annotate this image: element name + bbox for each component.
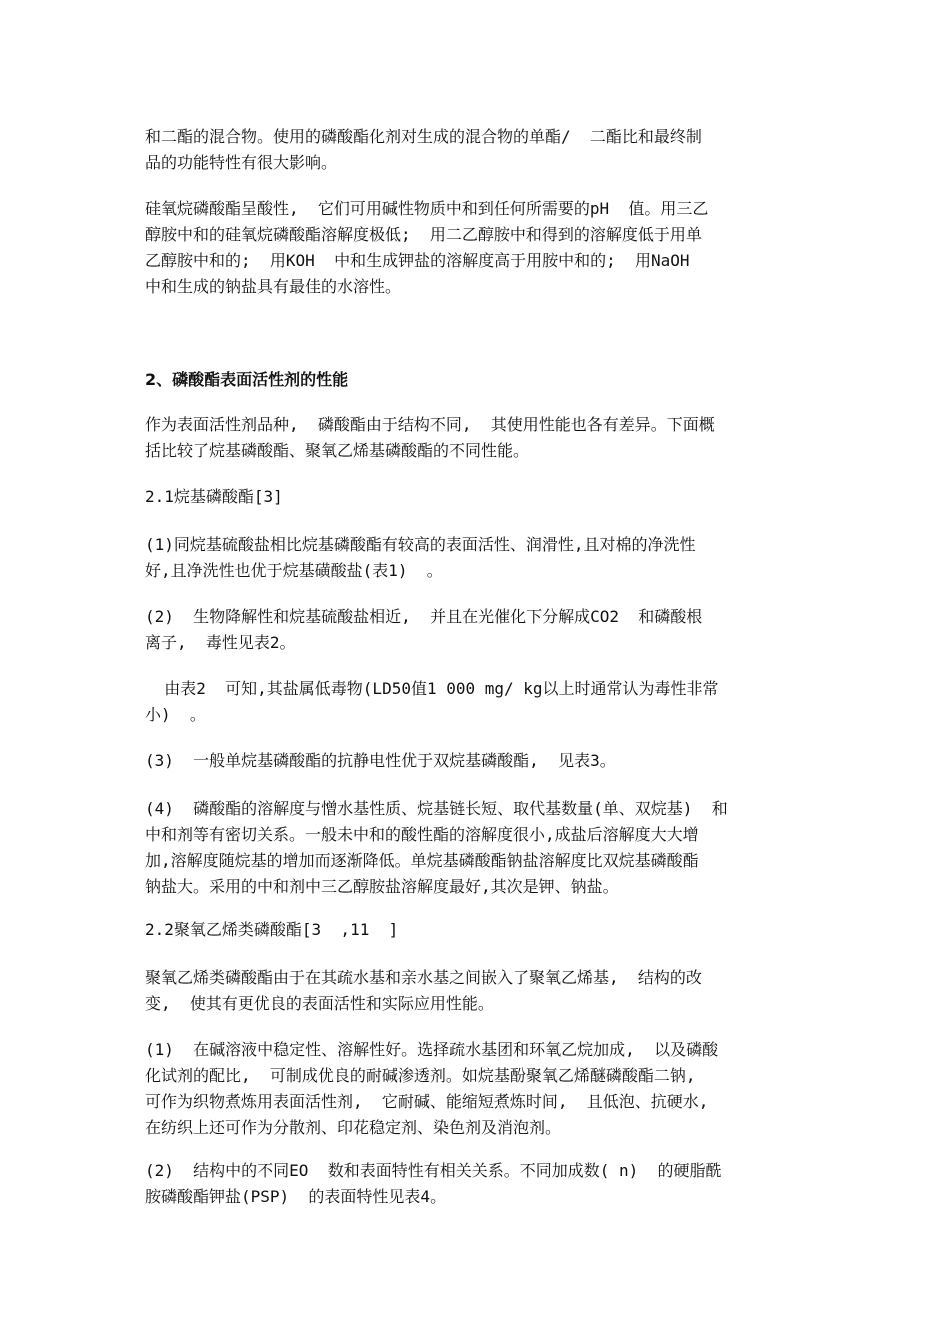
subsection-heading-2-1 [145, 484, 815, 510]
text-line: (1) 在碱溶液中稳定性、溶解性好。选择疏水基团和环氧乙烷加成, 以及磷酸 [145, 1040, 719, 1059]
text-line: (4) 磷酸酯的溶解度与憎水基性质、烷基链长短、取代基数量(单、双烷基) 和 [145, 799, 728, 818]
text-line: 由表2 可知,其盐属低毒物(LD50值1 000 mg/ kg以上时通常认为毒性非常 [145, 679, 719, 698]
paragraph-item-2 [145, 604, 815, 656]
text-line: (2) 结构中的不同EO 数和表面特性有相关关系。不同加成数( n) 的硬脂酰 [145, 1161, 722, 1180]
paragraph-mixture [145, 124, 815, 176]
text-line: 乙醇胺中和的; 用KOH 中和生成钾盐的溶解度高于用胺中和的; 用NaOH [145, 251, 690, 270]
text-line: 中和生成的钠盐具有最佳的水溶性。 [145, 277, 402, 296]
text-line: 硅氧烷磷酸酯呈酸性, 它们可用碱性物质中和到任何所需要的pH 值。用三乙 [145, 199, 709, 218]
heading-text: 2、磷酸酯表面活性剂的性能 [145, 370, 349, 389]
text-line: 在纺织上还可作为分散剂、印花稳定剂、染色剂及消泡剂。 [145, 1118, 562, 1137]
text-line: 聚氧乙烯类磷酸酯由于在其疏水基和亲水基之间嵌入了聚氧乙烯基, 结构的改 [145, 968, 702, 987]
text-line: (1)同烷基硫酸盐相比烷基磷酸酯有较高的表面活性、润滑性,且对棉的净洗性 [145, 535, 696, 554]
text-line: 可作为织物煮炼用表面活性剂, 它耐碱、能缩短煮炼时间, 且低泡、抗硬水, [145, 1092, 709, 1111]
text-line: 中和剂等有密切关系。一般未中和的酸性酯的溶解度很小,成盐后溶解度大大增 [145, 825, 699, 844]
text-line: 作为表面活性剂品种, 磷酸酯由于结构不同, 其使用性能也各有差异。下面概 [145, 415, 715, 434]
section-heading [145, 367, 815, 393]
text-line: (2) 生物降解性和烷基硫酸盐相近, 并且在光催化下分解成CO2 和磷酸根 [145, 607, 703, 626]
paragraph-peo-item-2 [145, 1158, 815, 1210]
paragraph-item-4 [145, 796, 815, 900]
text-line: 加,溶解度随烷基的增加而逐渐降低。单烷基磷酸酯钠盐溶解度比双烷基磷酸酯 [145, 851, 699, 870]
subsection-heading-2-2 [145, 917, 815, 943]
paragraph-item-3 [145, 748, 815, 774]
text-line: 括比较了烷基磷酸酯、聚氧乙烯基磷酸酯的不同性能。 [145, 441, 530, 460]
text-line: (3) 一般单烷基磷酸酯的抗静电性优于双烷基磷酸酯, 见表3。 [145, 751, 616, 770]
text-line: 和二酯的混合物。使用的磷酸酯化剂对生成的混合物的单酯/ 二酯比和最终制 [145, 127, 702, 146]
text-line: 2.2聚氧乙烯类磷酸酯[3 ,11 ] [145, 920, 399, 939]
paragraph-peo-item-1 [145, 1037, 815, 1141]
text-line: 小) 。 [145, 705, 206, 724]
text-line: 胺磷酸酯钾盐(PSP) 的表面特性见表4。 [145, 1187, 447, 1206]
text-line: 钠盐大。采用的中和剂中三乙醇胺盐溶解度最好,其次是钾、钠盐。 [145, 877, 619, 896]
text-line: 醇胺中和的硅氧烷磷酸酯溶解度极低; 用二乙醇胺中和得到的溶解度低于用单 [145, 225, 702, 244]
paragraph-table2-note [145, 676, 815, 728]
text-line: 好,且净洗性也优于烷基磺酸盐(表1) 。 [145, 561, 443, 580]
text-line: 化试剂的配比, 可制成优良的耐碱渗透剂。如烷基酚聚氧乙烯醚磷酸酯二钠, [145, 1066, 696, 1085]
paragraph-siloxane [145, 196, 815, 300]
text-line: 品的功能特性有很大影响。 [145, 153, 338, 172]
text-line: 变, 使其有更优良的表面活性和实际应用性能。 [145, 994, 494, 1013]
text-line: 离子, 毒性见表2。 [145, 633, 296, 652]
paragraph-peo-intro [145, 965, 815, 1017]
paragraph-intro [145, 412, 815, 464]
text-line: 2.1烷基磷酸酯[3] [145, 487, 283, 506]
paragraph-item-1 [145, 532, 815, 584]
